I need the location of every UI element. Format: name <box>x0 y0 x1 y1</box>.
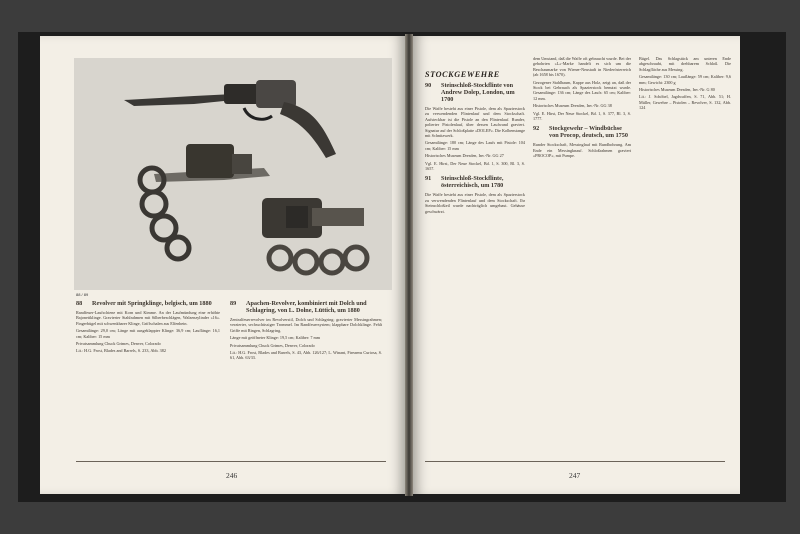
footer-rule <box>76 461 386 462</box>
entry-collection: Privatsammlung Chuck Grimes, Denver, Colorado <box>230 342 315 348</box>
entry-90 <box>425 82 525 171</box>
entry-dimensions: Gesamtlänge: 180 cm; Länge des Laufs mit Pistole: 104 cm; Kaliber: 15 mm <box>425 140 525 151</box>
right-column-2 <box>533 56 631 161</box>
entry-text: Randfeuer-Laufschiene mit Korn und Kimme. An der Laufmündung eine erhöhte Bajonettklinge. Gravierter Stahlrahmen mit Silberbeschlägen, Walzenzylinder »16«. Fingerbügel mit schwenkbarer Klinge, Griffschalen aus Elfenbein. <box>76 310 220 326</box>
page-number-right: 247 <box>569 471 581 480</box>
entry-title: Apachen-Revolver, kombiniert mit Dolch und Schlagring, von L. Dolne, Lüttich, um 1880 <box>246 300 367 314</box>
entry-literature: Lit.: H.G. Frost, Blades and Barrels, S. 43, Abb. 126/127; L. Winant, Firearms Curiosa, S. 61, Abb. 63/33. <box>230 350 382 361</box>
entry-89 <box>230 300 382 363</box>
book-gutter <box>405 34 413 496</box>
entry-text: Die Waffe besteht aus einer Pistole, dem als Spazierstock zu verwendenden Flintenlauf und dem Stockschaft. Ihr Steinschloßteil wurde nachträglich umgebaut. Gehäuse geschwärzt. <box>425 192 525 214</box>
continued-text: Bügel. Das Schlagstück am unteren Ende abgeschraubt, mit drehbarem Schloß. Die Schlagfläche aus Messing. <box>639 56 731 72</box>
entry-title: Steinschloß-Stockflinte von Andrew Dolep, London, um 1700 <box>441 82 515 103</box>
footer-rule <box>425 461 725 462</box>
entry-literature: Vgl. E. Hirst, Der Neue Stockel, Bd. 1, S. 300, Bl. 3, S. 1657. <box>425 160 525 172</box>
entry-text: Die Waffe besteht aus einer Pistole, dem als Spazierstock zu verwendenden Flintenlauf und dem Stockschaft. Aufsteckbar ist die Pistole an den Flintenlauf. Runder, polierter Pistolenlauf, über dessen Laufwand graviert. Signatur auf der Schloßplatte »DOLEP«. Die Kolbenstange mit Schnitzwerk. <box>425 106 525 139</box>
continued-text: dem Umstand, daß die Waffe oft gebraucht wurde. Bei der gebohrten »L«-Marke handelt es sich um die Beschaumarke von Wiener-Neustadt in Niederösterreich (ab 1658 bis 1670). <box>533 56 631 78</box>
entry-dimensions: Länge mit geöffneter Klinge: 19,5 cm; Kaliber: 7 mm <box>230 335 321 341</box>
right-page <box>413 36 740 494</box>
entry-collection: Privatsammlung Chuck Grimes, Denver, Colorado <box>76 341 161 347</box>
section-title: STOCKGEWEHRE <box>425 70 500 79</box>
entry-88 <box>76 300 220 356</box>
entry-text: Zentralfeuerrevolver im Revolverstil, Dolch und Schlagring; gravierter Messingrahmen; verzierter, sechsschüssiger Trommel. Im Randfeuersystem; klappbare Dolchklinge. Fehlt Griffe mit Ringen, Schlagring. <box>230 317 382 333</box>
entry-literature: Vgl. E. Hirst, Der Neue Stockel, Bd. 1, S. 377, Bl. 3, S. 1777. <box>533 110 631 122</box>
continued-text: Gezogener Stahlbaum, Kappe aus Holz, zeigt an, daß der Stock bei Gebrauch als Spazierstock benutzt wurde. Gesamtlänge: 136 cm; Länge des Laufs: 65 cm; Kaliber: 12 mm. <box>533 79 631 101</box>
entry-91 <box>425 175 525 214</box>
entry-number: 89 <box>230 300 237 307</box>
weapons-photo <box>74 58 392 290</box>
entry-collection: Historisches Museum Dresden, Inv.-Nr. GG 38 <box>533 103 612 109</box>
entry-collection: Historisches Museum Dresden, Inv.-Nr. GG 27 <box>425 153 504 159</box>
page-number-left: 246 <box>226 471 238 480</box>
entry-dimensions: Gesamtlänge: 130 cm; Lauflänge: 59 cm; Kaliber: 9,6 mm; Gewicht: 2300 g <box>639 74 731 85</box>
entry-number: 90 <box>425 82 432 89</box>
right-column-1 <box>425 82 525 216</box>
entry-literature: Lit.: H.G. Frost, Blades and Barrels, S. 233, Abb. 382 <box>76 348 166 354</box>
entry-number: 91 <box>425 175 432 183</box>
right-column-3 <box>639 56 731 113</box>
entry-collection: Historisches Museum Dresden, Inv.-Nr. G 80 <box>639 87 715 93</box>
entry-title: Revolver mit Springklinge, belgisch, um 1880 <box>92 300 212 307</box>
entry-92 <box>533 125 631 158</box>
left-page <box>40 36 405 494</box>
entry-number: 88 <box>76 300 83 307</box>
entry-literature: Lit.: J. Schöbel, Jagdwaffen, S. 71, Abb. 51; H. Müller, Gewehre – Pistolen – Revolver, S. 132, Abb. 124 <box>639 94 731 111</box>
entry-number: 92 <box>533 125 540 133</box>
plate-label: 88 / 89 <box>76 292 89 297</box>
entry-title: Stockgewehr – Windbüchse von Procop, deutsch, um 1750 <box>549 125 628 140</box>
entry-text: Runder Stockschaft, Messinglauf mit Rundbohrung. Am Ende ein Messingknauf. Schloßrahmen graviert »PROCOP«, mit Pumpe. <box>533 142 631 159</box>
entry-title: Steinschloß-Stockflinte, österreichisch, um 1780 <box>441 175 504 190</box>
combination-weapons-image <box>74 58 392 290</box>
entry-dimensions: Gesamtlänge: 29,0 cm; Länge mit ausgeklappter Klinge: 36,9 cm; Lauflänge: 16,1 cm; Kaliber: 15 mm <box>76 328 220 339</box>
